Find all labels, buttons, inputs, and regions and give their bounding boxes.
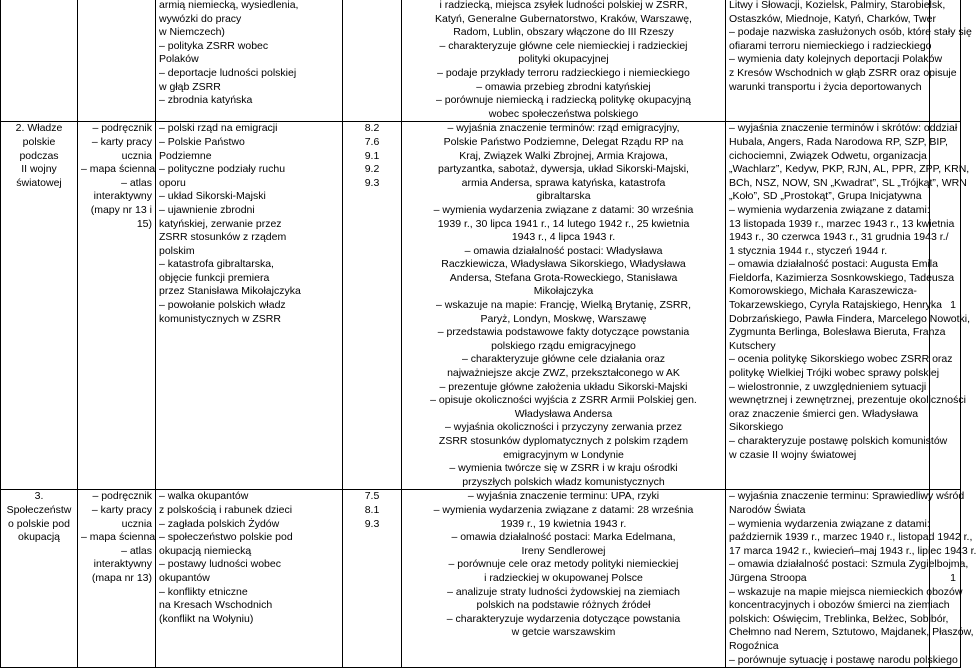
text-line: – wskazuje na mapie miejsca niemieckich obozów (729, 585, 963, 598)
text-line: Dobrzańskiego, Pawła Findera, Marcelego Nowotki, (729, 312, 971, 325)
text-line: i radzieckiej w okupowanej Polsce (484, 571, 643, 584)
text-line: II wojny (21, 163, 57, 176)
text-line: – atlas (121, 544, 152, 557)
text-line: oporu (159, 176, 186, 189)
text-line: z polskością i rabunek dzieci (159, 503, 293, 516)
text-line: okupantów (159, 571, 210, 584)
text-line: 7.6 (364, 135, 380, 148)
text-line: – wyjaśnia znaczenie terminu: Sprawiedliwy wśród (729, 490, 965, 503)
text-line: i radziecką, miejsca zsyłek ludności polskiej w ZSRR, (439, 0, 688, 11)
topic-cell (1, 490, 78, 668)
text-line: Tokarzewskiego, Cyryla Ratajskiego, Henryka (729, 299, 942, 312)
text-line: 8.2 (364, 122, 380, 135)
means-cell (78, 122, 156, 490)
text-line: – podaje nazwiska zasłużonych osób, które stały się (729, 26, 972, 39)
text-line: wobec społeczeństwa polskiego (488, 107, 639, 120)
text-line: Polskie Państwo Podziemne, Delegat Rządu RP na (443, 135, 684, 148)
text-line: 2. Władze (15, 122, 63, 135)
text-line: – walka okupantów (159, 490, 249, 503)
text-line: 8.1 (364, 503, 380, 516)
text-line: okupacją niemiecką (159, 544, 252, 557)
text-line: Rogoźnica (729, 639, 779, 652)
text-line: – wymienia wydarzenia związane z datami: (729, 517, 930, 530)
content-cell (156, 0, 343, 122)
text-line: gibraltarska (536, 190, 591, 203)
text-line: Podziemne (159, 149, 212, 162)
text-line: – zagłada polskich Żydów (159, 517, 280, 530)
text-line: warunki transportu i życia deportowanych (729, 80, 922, 93)
text-line: Ostaszków, Miednoje, Katyń, Charków, Twer (729, 12, 936, 25)
hours-cell (930, 490, 961, 668)
text-line: (mapa nr 13) (91, 571, 152, 584)
text-line: – wymienia daty kolejnych deportacji Polaków (729, 53, 943, 66)
codes-cell (343, 122, 402, 490)
text-line: – opisuje okoliczności wyjścia z ZSRR Armii Polskiej gen. (430, 394, 697, 407)
text-line: – postawy ludności wobec (159, 558, 281, 571)
text-line: – podaje przykłady terroru radzieckiego i niemieckiego (437, 66, 690, 79)
text-line: 9.3 (364, 517, 380, 530)
text-line: – omawia działalność postaci: Szmula Zygielbojma, (729, 558, 969, 571)
text-line: polityki okupacyjnej (518, 53, 609, 66)
text-line: Hubala, Angers, Rada Narodowa RP, SZP, BIP, (729, 135, 948, 148)
text-line: – porównuje cele oraz metody polityki niemieckiej (448, 558, 679, 571)
text-line: – układ Sikorski-Majski (159, 190, 266, 203)
hours-value: 1 (950, 571, 956, 584)
text-line: polskie (22, 135, 56, 148)
text-line: Sikorskiego (729, 421, 784, 434)
text-line: oraz znaczenie śmierci gen. Władysława (729, 407, 919, 420)
text-line: – wskazuje na mapie: Francję, Wielką Brytanię, ZSRR, (435, 299, 691, 312)
codes-cell (343, 490, 402, 668)
text-line: światowej (16, 176, 62, 189)
text-line: – zbrodnia katyńska (159, 94, 253, 107)
text-line: Zygmunta Berlinga, Bolesława Bieruta, Franza (729, 326, 946, 339)
text-line: – atlas (121, 176, 152, 189)
text-line: cichociemni, Związek Odwetu, organizacja (729, 149, 927, 162)
text-line: 1 stycznia 1944 r., styczeń 1944 r. (729, 244, 888, 257)
text-line: Społeczeństw (6, 503, 72, 516)
text-line: wywózki do pracy (159, 12, 242, 25)
text-line: 1939 r., 19 kwietnia 1943 r. (500, 517, 627, 530)
text-line: – ocenia politykę Sikorskiego wobec ZSRR oraz (729, 353, 953, 366)
text-line: – omawia działalność postaci: Augusta Emila (729, 258, 938, 271)
text-line: w głąb ZSRR (159, 80, 221, 93)
basic-requirements-cell (402, 490, 726, 668)
text-line: – karty pracy (91, 135, 152, 148)
text-line: 3. (34, 490, 44, 503)
text-line: – polski rząd na emigracji (159, 122, 278, 135)
text-line: – wyjaśnia znaczenie terminu: UPA, rzyki (467, 490, 660, 503)
text-line: 17 marca 1942 r., kwiecień–maj 1943 r., lipiec 1943 r. (729, 544, 976, 557)
text-line: podczas (19, 149, 59, 162)
text-line: – omawia działalność postaci: Marka Edelmana, (451, 531, 676, 544)
text-line: Radom, Lublin, obszary włączone do III Rzeszy (453, 26, 674, 39)
topic-cell (1, 122, 78, 490)
basic-requirements-cell (402, 122, 726, 490)
text-line: polskim (159, 244, 195, 257)
text-line: – wielostronnie, z uwzględnieniem sytuacji (729, 380, 927, 393)
means-cell (78, 490, 156, 668)
text-line: – deportacje ludności polskiej (159, 66, 297, 79)
text-line: – podręcznik (92, 490, 152, 503)
text-line: – charakteryzuje wydarzenia dotyczące powstania (446, 612, 681, 625)
text-line: ofiarami terroru niemieckiego i radzieckiego (729, 39, 932, 52)
text-line: Jürgena Stroopa (729, 571, 807, 584)
text-line: Litwy i Słowacji, Kozielsk, Palmiry, Starobielsk, (729, 0, 946, 11)
text-line: – wymienia wydarzenia związane z datami: (729, 203, 930, 216)
text-line: – przedstawia podstawowe fakty dotyczące powstania (437, 326, 690, 339)
text-line: 1943 r., 30 czerwca 1943 r., 31 grudnia 1943 r./ (729, 231, 949, 244)
text-line: ucznia (121, 517, 152, 530)
text-line: wewnętrznej i zewnętrznej, prezentuje okoliczności (729, 394, 966, 407)
text-line: objęcie funkcji premiera (159, 271, 270, 284)
content-cell (156, 490, 343, 668)
text-line: przez Stanisława Mikołajczyka (159, 285, 301, 298)
text-line: – wymienia wydarzenia związane z datami: 28 września (433, 503, 694, 516)
text-line: 15) (136, 217, 152, 230)
text-line: Chełmno nad Nerem, Sztutowo, Majdanek, Płaszów, (729, 626, 974, 639)
text-line: – mapa ścienna (81, 531, 156, 544)
means-cell (78, 0, 156, 122)
text-line: – polityka ZSRR wobec (159, 39, 269, 52)
text-line: ucznia (121, 149, 152, 162)
text-line: 1939 r., 30 lipca 1941 r., 14 lutego 1942 r., 25 kwietnia (437, 217, 690, 230)
text-line: 9.2 (364, 163, 380, 176)
text-line: (konflikt na Wołyniu) (159, 612, 254, 625)
table-row (1, 490, 961, 668)
text-line: „Wachlarz”, Kedyw, PKP, RJN, AL, PPR, ZPP, KRN, (729, 163, 970, 176)
extended-requirements-cell (726, 490, 976, 668)
text-line: – wyjaśnia znaczenie terminów: rząd emigracyjny, (447, 122, 680, 135)
text-line: – omawia przebieg zbrodni katyńskiej (476, 80, 651, 93)
text-line: – wymienia wydarzenia związane z datami: 30 września (433, 203, 694, 216)
text-line: – powołanie polskich władz (159, 299, 286, 312)
text-line: – karty pracy (91, 503, 152, 516)
text-line: na Kresach Wschodnich (159, 599, 273, 612)
table-row (1, 122, 961, 490)
basic-requirements-cell (402, 0, 726, 122)
text-line: armią niemiecką, wysiedlenia, (159, 0, 299, 11)
text-line: – społeczeństwo polskie pod (159, 531, 293, 544)
extended-requirements-cell (726, 122, 971, 490)
codes-cell (343, 0, 402, 122)
text-line: Katyń, Generalne Gubernatorstwo, Kraków, Warszawę, (435, 12, 692, 25)
text-line: – Polskie Państwo (159, 135, 245, 148)
table-row (1, 0, 961, 122)
text-line: – charakteryzuje główne cele działania oraz (461, 353, 666, 366)
text-line: polskich na podstawie różnych źródeł (476, 599, 651, 612)
text-line: październik 1939 r., marzec 1940 r., listopad 1942 r., (729, 531, 973, 544)
text-line: Fieldorfa, Kazimierza Sosnkowskiego, Tadeusza (729, 271, 955, 284)
text-line: Paryż, Londyn, Moskwę, Warszawę (480, 312, 647, 325)
text-line: polskich: Oświęcim, Treblinka, Bełżec, Sobibór, (729, 612, 949, 625)
text-line: politykę Wielkiej Trójki wobec sprawy polskiej (729, 367, 940, 380)
text-line: w czasie II wojny światowej (729, 448, 857, 461)
content-cell (156, 122, 343, 490)
text-line: Ireny Sendlerowej (521, 544, 606, 557)
text-line: Kraj, Związek Walki Zbrojnej, Armia Krajowa, (459, 149, 668, 162)
text-line: armia Andersa, sprawa katyńska, katastrofa (461, 176, 666, 189)
text-line: – charakteryzuje postawę polskich komunistów (729, 435, 948, 447)
text-line: 7.5 (364, 490, 380, 503)
text-line: Andersa, Stefana Grota-Roweckiego, Stanisława (449, 271, 678, 284)
text-line: katyńskiej, zerwanie przez (159, 217, 282, 230)
text-line: – wyjaśnia znaczenie terminów i skrótów: oddział (729, 122, 958, 135)
text-line: – mapa ścienna (81, 163, 156, 176)
text-line: BCh, NSZ, NOW, SN „Kwadrat”, SL „Trójkąt”, WRN (729, 176, 967, 189)
text-line: Polaków (159, 53, 199, 66)
text-line: polskiego rządu emigracyjnego (491, 339, 636, 352)
text-line: – wyjaśnia okoliczności i przyczyny zerwania przez (445, 421, 682, 434)
text-line: ZSRR stosunków z rządem (159, 231, 287, 244)
text-line: okupacją (17, 531, 61, 544)
text-line: 9.3 (364, 176, 380, 189)
text-line: – katastrofa gibraltarska, (159, 258, 274, 271)
text-line: w getcie warszawskim (511, 626, 616, 639)
text-line: – wymienia twórcze się w ZSRR i w kraju ośrodki (449, 462, 678, 475)
text-line: Narodów Świata (729, 503, 806, 516)
text-line: – omawia działalność postaci: Władysława (464, 244, 663, 257)
text-line: partyzantka, sabotaż, dywersja, układ Sikorski-Majski, (438, 163, 689, 176)
text-line: Komorowskiego, Michała Karaszewicza- (729, 285, 917, 298)
text-line: interaktywny (93, 190, 152, 203)
text-line: 9.1 (364, 149, 380, 162)
text-line: „Koło”, SD „Prostokąt”, Grupa Inicjatywna (729, 190, 922, 203)
text-line: ZSRR stosunków dyplomatycznych z polskim rządem (438, 435, 689, 447)
text-line: Kutschery (729, 339, 776, 352)
text-line: 13 listopada 1939 r., marzec 1943 r., 13 kwietnia (729, 217, 955, 230)
text-line: – polityczne podziały ruchu (159, 163, 286, 176)
text-line: – prezentuje główne założenia układu Sikorski-Majski (439, 380, 688, 393)
text-line: 1943 r., 4 lipca 1943 r. (511, 231, 616, 244)
text-line: – analizuje straty ludności żydowskiej na ziemiach (447, 585, 680, 598)
text-line: – charakteryzuje główne cele niemieckiej i radzieckiej (439, 39, 688, 52)
text-line: – porównuje sytuację i postawę narodu polskiego (729, 653, 958, 666)
text-line: o polskie pod (8, 517, 70, 530)
text-line: – porównuje niemiecką i radziecką politykę okupacyjną (435, 94, 692, 107)
topic-cell (1, 0, 78, 122)
text-line: przyszłych polskich władz komunistycznych (462, 475, 665, 488)
text-line: interaktywny (93, 558, 152, 571)
text-line: Mikołajczyka (533, 285, 594, 298)
text-line: – ujawnienie zbrodni (159, 203, 255, 216)
text-line: – konflikty etniczne (159, 585, 248, 598)
text-line: Raczkiewicza, Władysława Sikorskiego, Władysława (441, 258, 686, 271)
text-line: – podręcznik (92, 122, 152, 135)
extended-requirements-cell (726, 0, 972, 122)
text-line: w Niemczech) (159, 26, 225, 39)
text-line: koncentracyjnych i obozów śmierci na ziemiach (729, 599, 950, 612)
text-line: Władysława Andersa (514, 407, 613, 420)
text-line: (mapy nr 13 i (90, 203, 152, 216)
hours-value: 1 (950, 299, 956, 312)
text-line: z Kresów Wschodnich w głąb ZSRR oraz opisuje (729, 66, 957, 79)
text-line: komunistycznych w ZSRR (159, 312, 281, 325)
text-line: najważniejsze akcje ZWZ, przekształconego w AK (447, 367, 680, 380)
text-line: emigracyjnym w Londynie (503, 448, 624, 461)
